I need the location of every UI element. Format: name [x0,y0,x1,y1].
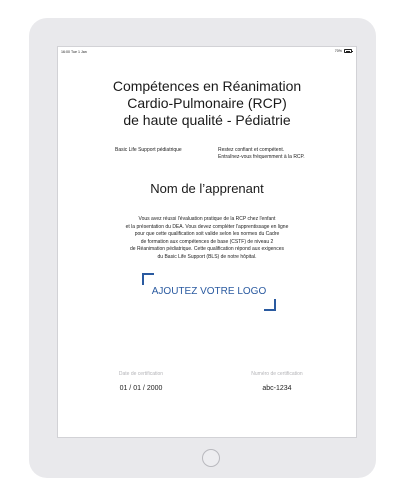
corner-bracket-icon [264,299,276,311]
status-right [335,49,352,53]
learner-name: Nom de l’apprenant [150,181,264,196]
body-line: du Basic Life Support (BLS) de notre hôpital. [157,253,257,260]
course-message [218,147,305,161]
course-label: Basic Life Support pédiatrique [115,147,182,153]
status-date: Tue 1 Jan [70,50,87,54]
status-time-date [61,50,87,54]
tablet-screen [57,46,357,438]
body-line: pour que cette qualification soit valide selon les normes du Cadre [134,231,280,238]
corner-bracket-icon [142,273,154,285]
logo-placeholder-text: AJOUTEZ VOTRE LOGO [151,286,267,297]
body-line: de Réanimation pédiatrique. Cette qualification répond aux exigences [130,246,284,253]
body-line: et la présentation du DEA. Vous devez compléter l'apprentissage en ligne [125,223,289,230]
certification-date-label: Date de certification [118,371,164,377]
battery-percent: 70% [334,49,342,53]
body-line: de formation aux compétences de base (CSTF) de niveau 2 [140,238,274,245]
title-line: Compétences en Réanimation [112,78,302,94]
status-time: 16:00 [61,50,70,54]
title-line: de haute qualité - Pédiatrie [123,112,291,128]
status-bar [58,49,356,57]
certification-number-value: abc-1234 [262,385,292,392]
home-button[interactable] [202,449,220,467]
certificate-title [58,78,356,129]
course-message-line: Entraînez-vous fréquemment à la RCP. [218,154,305,160]
course-message-line: Restez confiant et compétent. [218,147,285,153]
certification-number-label: Numéro de certification [251,371,303,377]
body-line: Vous avez réussi l'évaluation pratique de la RCP chez l'enfant [138,216,276,222]
certification-number [222,371,332,392]
battery-icon [344,49,352,53]
certification-date [86,371,196,392]
title-line: Cardio-Pulmonaire (RCP) [127,95,287,111]
logo-placeholder[interactable] [142,273,276,311]
certification-date-value: 01 / 01 / 2000 [119,385,163,392]
certificate-body [58,216,356,262]
